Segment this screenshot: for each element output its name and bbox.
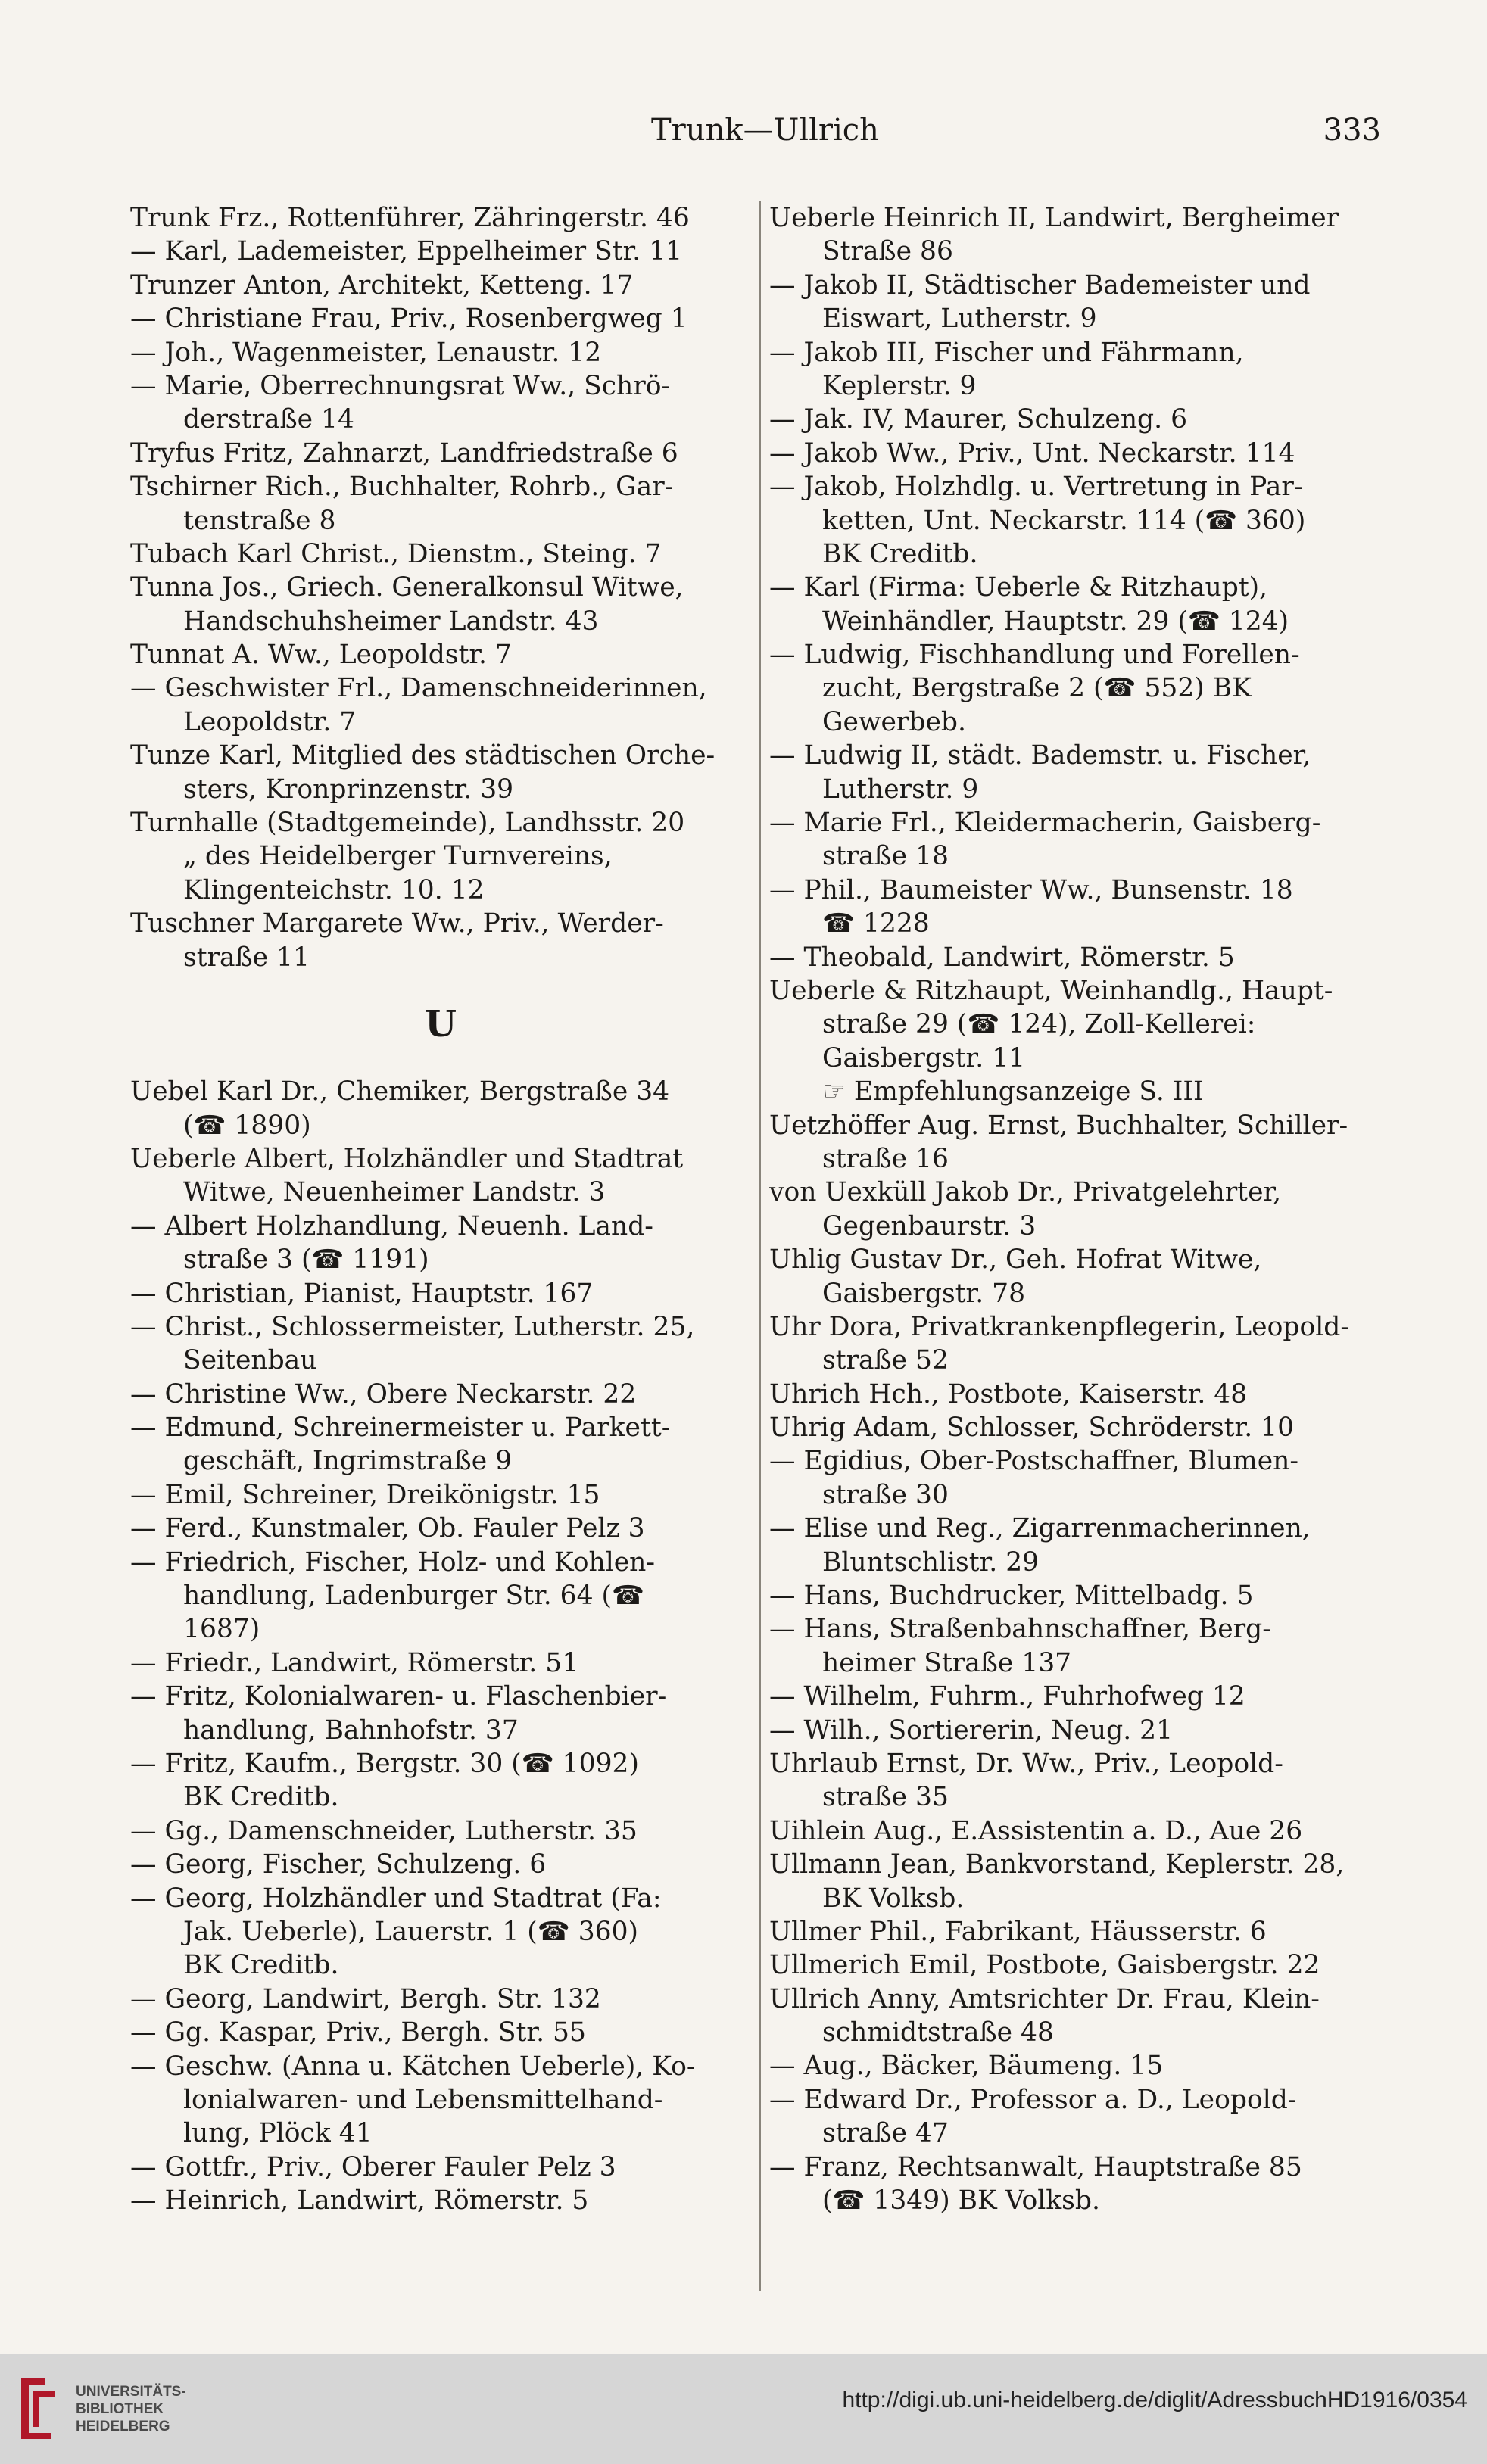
- directory-entry-line: Uhr Dora, Privatkrankenpflegerin, Leopold-: [769, 1311, 1349, 1342]
- library-logo-icon: [15, 2374, 61, 2444]
- section-letter: U: [425, 1002, 457, 1045]
- directory-entry-line: — Georg, Fischer, Schulzeng. 6: [130, 1849, 547, 1880]
- directory-entry-line: „ des Heidelberger Turnvereins,: [183, 841, 613, 872]
- directory-entry-line: Jak. Ueberle), Lauerstr. 1 (☎ 360): [183, 1916, 639, 1947]
- directory-entry-line: 1687): [183, 1614, 260, 1645]
- directory-entry-line: Tunnat A. Ww., Leopoldstr. 7: [130, 640, 512, 671]
- right-column: [769, 201, 1384, 2217]
- directory-entry-line: straße 30: [822, 1479, 949, 1510]
- directory-entry-line: — Joh., Wagenmeister, Lenaustr. 12: [130, 337, 602, 368]
- directory-entry-line: BK Volksb.: [822, 1883, 965, 1914]
- directory-entry-line: Witwe, Neuenheimer Landstr. 3: [183, 1177, 606, 1208]
- directory-entry-line: Uebel Karl Dr., Chemiker, Bergstraße 34: [130, 1076, 670, 1107]
- directory-entry-line: Lutherstr. 9: [822, 774, 979, 805]
- directory-entry-line: Uetzhöffer Aug. Ernst, Buchhalter, Schiller-: [769, 1110, 1348, 1141]
- directory-entry-line: BK Creditb.: [822, 538, 978, 569]
- directory-entry-line: BK Creditb.: [183, 1950, 339, 1981]
- directory-entry-line: straße 35: [822, 1782, 949, 1813]
- directory-entry-line: Tunna Jos., Griech. Generalkonsul Witwe,: [130, 572, 684, 603]
- footer-bar: [0, 2354, 1487, 2464]
- directory-entry-line: — Jakob, Holzhdlg. u. Vertretung in Par-: [769, 472, 1303, 503]
- directory-entry-line: Gegenbaurstr. 3: [822, 1210, 1037, 1241]
- directory-entry-line: Tubach Karl Christ., Dienstm., Steing. 7: [130, 538, 662, 569]
- directory-entry-line: Straße 86: [822, 236, 953, 267]
- directory-entry-line: sters, Kronprinzenstr. 39: [183, 774, 514, 805]
- running-title: Trunk—Ullrich: [651, 113, 879, 148]
- directory-entry-line: Tschirner Rich., Buchhalter, Rohrb., Gar-: [130, 472, 674, 503]
- directory-entry-line: schmidtstraße 48: [822, 2017, 1054, 2048]
- directory-entry-line: handlung, Ladenburger Str. 64 (☎: [183, 1581, 644, 1612]
- directory-entry-line: Eiswart, Lutherstr. 9: [822, 304, 1097, 335]
- directory-entry-line: (☎ 1349) BK Volksb.: [822, 2185, 1100, 2216]
- directory-entry-line: Uhlig Gustav Dr., Geh. Hofrat Witwe,: [769, 1244, 1262, 1276]
- directory-entry-line: Ullmerich Emil, Postbote, Gaisbergstr. 22: [769, 1950, 1320, 1981]
- directory-entry-line: — Christiane Frau, Priv., Rosenbergweg 1: [130, 304, 687, 335]
- directory-entry-line: Keplerstr. 9: [822, 370, 977, 401]
- library-name-line1: UNIVERSITÄTS-: [76, 2384, 186, 2400]
- directory-entry-line: — Geschw. (Anna u. Kätchen Ueberle), Ko-: [130, 2051, 696, 2082]
- directory-entry-line: — Georg, Holzhändler und Stadtrat (Fa:: [130, 1883, 662, 1914]
- directory-entry-line: — Aug., Bäcker, Bäumeng. 15: [769, 2051, 1164, 2082]
- directory-entry-line: — Wilhelm, Fuhrm., Fuhrhofweg 12: [769, 1681, 1245, 1712]
- directory-entry-line: von Uexküll Jakob Dr., Privatgelehrter,: [769, 1177, 1282, 1208]
- directory-entry-line: — Karl, Lademeister, Eppelheimer Str. 11: [130, 236, 683, 267]
- directory-entry-line: — Phil., Baumeister Ww., Bunsenstr. 18: [769, 874, 1293, 905]
- directory-entry-line: Trunk Frz., Rottenführer, Zähringerstr. 46: [130, 203, 690, 233]
- directory-entry-line: — Marie, Oberrechnungsrat Ww., Schrö-: [130, 370, 671, 401]
- library-name: [76, 2383, 186, 2435]
- directory-entry-line: Bluntschlistr. 29: [822, 1547, 1040, 1578]
- directory-entry-line: — Gg. Kaspar, Priv., Bergh. Str. 55: [130, 2017, 586, 2048]
- directory-entry-line: Gewerbeb.: [822, 706, 966, 737]
- directory-entry-line: — Ludwig, Fischhandlung und Forellen-: [769, 640, 1300, 671]
- directory-entry-line: Ueberle Albert, Holzhändler und Stadtrat: [130, 1143, 684, 1174]
- directory-entry-line: — Jakob III, Fischer und Fährmann,: [769, 337, 1244, 368]
- directory-entry-line: Handschuhsheimer Landstr. 43: [183, 606, 599, 637]
- directory-entry-line: Ueberle & Ritzhaupt, Weinhandlg., Haupt-: [769, 975, 1333, 1006]
- left-column: [130, 201, 751, 2217]
- directory-entry-line: BK Creditb.: [183, 1782, 339, 1813]
- directory-entry-line: straße 29 (☎ 124), Zoll-Kellerei:: [822, 1009, 1256, 1040]
- directory-entry-line: lung, Plöck 41: [183, 2118, 373, 2149]
- directory-entry-line: Tunze Karl, Mitglied des städtischen Orche-: [130, 740, 715, 771]
- directory-entry-line: Ullrich Anny, Amtsrichter Dr. Frau, Klein-: [769, 1983, 1320, 2014]
- directory-entry-line: Turnhalle (Stadtgemeinde), Landhsstr. 20: [130, 808, 685, 839]
- directory-entry-line: ketten, Unt. Neckarstr. 114 (☎ 360): [822, 505, 1306, 536]
- directory-entry-line: Klingenteichstr. 10. 12: [183, 874, 485, 905]
- directory-entry-line: Seitenbau: [183, 1345, 317, 1376]
- directory-entry-line: straße 3 (☎ 1191): [183, 1244, 429, 1276]
- directory-entry-line: ☞ Empfehlungsanzeige S. III: [822, 1076, 1204, 1107]
- directory-entry-line: tenstraße 8: [183, 505, 336, 536]
- directory-entry-line: — Friedr., Landwirt, Römerstr. 51: [130, 1647, 579, 1678]
- directory-entry-line: Ueberle Heinrich II, Landwirt, Bergheimer: [769, 203, 1339, 233]
- directory-entry-line: — Egidius, Ober-Postschaffner, Blumen-: [769, 1446, 1299, 1477]
- directory-entry-line: straße 18: [822, 841, 949, 872]
- directory-entry-line: — Christ., Schlossermeister, Lutherstr. 25,: [130, 1311, 695, 1342]
- directory-entry-line: — Theobald, Landwirt, Römerstr. 5: [769, 942, 1235, 973]
- directory-entry-line: Weinhändler, Hauptstr. 29 (☎ 124): [822, 606, 1289, 637]
- directory-entry-line: Gaisbergstr. 11: [822, 1042, 1026, 1073]
- directory-entry-line: — Jakob Ww., Priv., Unt. Neckarstr. 114: [769, 438, 1295, 469]
- directory-entry-line: straße 11: [183, 942, 310, 973]
- directory-entry-line: — Ludwig II, städt. Bademstr. u. Fischer,: [769, 740, 1311, 771]
- directory-entry-line: Tryfus Fritz, Zahnarzt, Landfriedstraße 6: [130, 438, 678, 469]
- directory-entry-line: — Edward Dr., Professor a. D., Leopold-: [769, 2084, 1297, 2115]
- directory-entry-line: — Emil, Schreiner, Dreikönigstr. 15: [130, 1479, 600, 1510]
- directory-entry-line: Uihlein Aug., E.Assistentin a. D., Aue 26: [769, 1815, 1303, 1846]
- directory-entry-line: Tuschner Margarete Ww., Priv., Werder-: [130, 908, 664, 939]
- directory-entry-line: Leopoldstr. 7: [183, 706, 357, 737]
- directory-entry-line: — Elise und Reg., Zigarrenmacherinnen,: [769, 1513, 1311, 1544]
- directory-entry-line: — Marie Frl., Kleidermacherin, Gaisberg-: [769, 808, 1321, 839]
- directory-entry-line: — Heinrich, Landwirt, Römerstr. 5: [130, 2185, 589, 2216]
- directory-entry-line: geschäft, Ingrimstraße 9: [183, 1446, 513, 1477]
- directory-entry-line: — Albert Holzhandlung, Neuenh. Land-: [130, 1210, 653, 1241]
- directory-entry-line: — Jakob II, Städtischer Bademeister und: [769, 269, 1311, 301]
- directory-entry-line: derstraße 14: [183, 404, 354, 435]
- directory-entry-line: straße 47: [822, 2118, 949, 2149]
- directory-entry-line: — Christian, Pianist, Hauptstr. 167: [130, 1278, 594, 1309]
- directory-entry-line: — Georg, Landwirt, Bergh. Str. 132: [130, 1983, 601, 2014]
- directory-entry-line: Gaisbergstr. 78: [822, 1278, 1026, 1309]
- directory-entry-line: lonialwaren- und Lebensmittelhand-: [183, 2084, 663, 2115]
- directory-entry-line: — Geschwister Frl., Damenschneiderinnen,: [130, 673, 707, 704]
- directory-entry-line: — Christine Ww., Obere Neckarstr. 22: [130, 1378, 637, 1410]
- directory-entry-line: ☎ 1228: [822, 908, 930, 939]
- library-name-line2: BIBLIOTHEK: [76, 2401, 164, 2417]
- directory-entry-line: Ullmann Jean, Bankvorstand, Keplerstr. 28,: [769, 1849, 1345, 1880]
- directory-entry-line: — Friedrich, Fischer, Holz- und Kohlen-: [130, 1547, 656, 1578]
- directory-entry-line: Uhrlaub Ernst, Dr. Ww., Priv., Leopold-: [769, 1748, 1283, 1779]
- directory-entry-line: straße 16: [822, 1143, 949, 1174]
- directory-entry-line: — Hans, Buchdrucker, Mittelbadg. 5: [769, 1581, 1254, 1612]
- directory-entry-line: zucht, Bergstraße 2 (☎ 552) BK: [822, 673, 1252, 704]
- directory-entry-line: — Gg., Damenschneider, Lutherstr. 35: [130, 1815, 638, 1846]
- directory-entry-line: — Franz, Rechtsanwalt, Hauptstraße 85: [769, 2151, 1302, 2182]
- directory-entry-line: Uhrich Hch., Postbote, Kaiserstr. 48: [769, 1378, 1248, 1410]
- directory-entry-line: — Ferd., Kunstmaler, Ob. Fauler Pelz 3: [130, 1513, 645, 1544]
- column-divider: [759, 201, 761, 2291]
- directory-entry-line: Trunzer Anton, Architekt, Ketteng. 17: [130, 269, 634, 301]
- directory-entry-line: Ullmer Phil., Fabrikant, Häusserstr. 6: [769, 1916, 1267, 1947]
- directory-entry-line: — Edmund, Schreinermeister u. Parkett-: [130, 1413, 671, 1444]
- directory-entry-line: — Jak. IV, Maurer, Schulzeng. 6: [769, 404, 1188, 435]
- directory-entry-line: Uhrig Adam, Schlosser, Schröderstr. 10: [769, 1413, 1295, 1444]
- page-number: 333: [1323, 113, 1381, 148]
- directory-entry-line: heimer Straße 137: [822, 1647, 1072, 1678]
- directory-entry-line: — Fritz, Kaufm., Bergstr. 30 (☎ 1092): [130, 1748, 639, 1779]
- library-name-line3: HEIDELBERG: [76, 2419, 170, 2434]
- directory-entry-line: — Hans, Straßenbahnschaffner, Berg-: [769, 1614, 1271, 1645]
- directory-entry-line: — Fritz, Kolonialwaren- u. Flaschenbier-: [130, 1681, 667, 1712]
- directory-entry-line: — Karl (Firma: Ueberle & Ritzhaupt),: [769, 572, 1268, 603]
- directory-entry-line: (☎ 1890): [183, 1110, 311, 1141]
- directory-entry-line: — Wilh., Sortiererin, Neug. 21: [769, 1715, 1174, 1746]
- directory-entry-line: — Gottfr., Priv., Oberer Fauler Pelz 3: [130, 2151, 616, 2182]
- source-url-link[interactable]: http://digi.ub.uni-heidelberg.de/diglit/AdressbuchHD1916/0354: [842, 2388, 1467, 2413]
- directory-entry-line: straße 52: [822, 1345, 949, 1376]
- directory-entry-line: handlung, Bahnhofstr. 37: [183, 1715, 519, 1746]
